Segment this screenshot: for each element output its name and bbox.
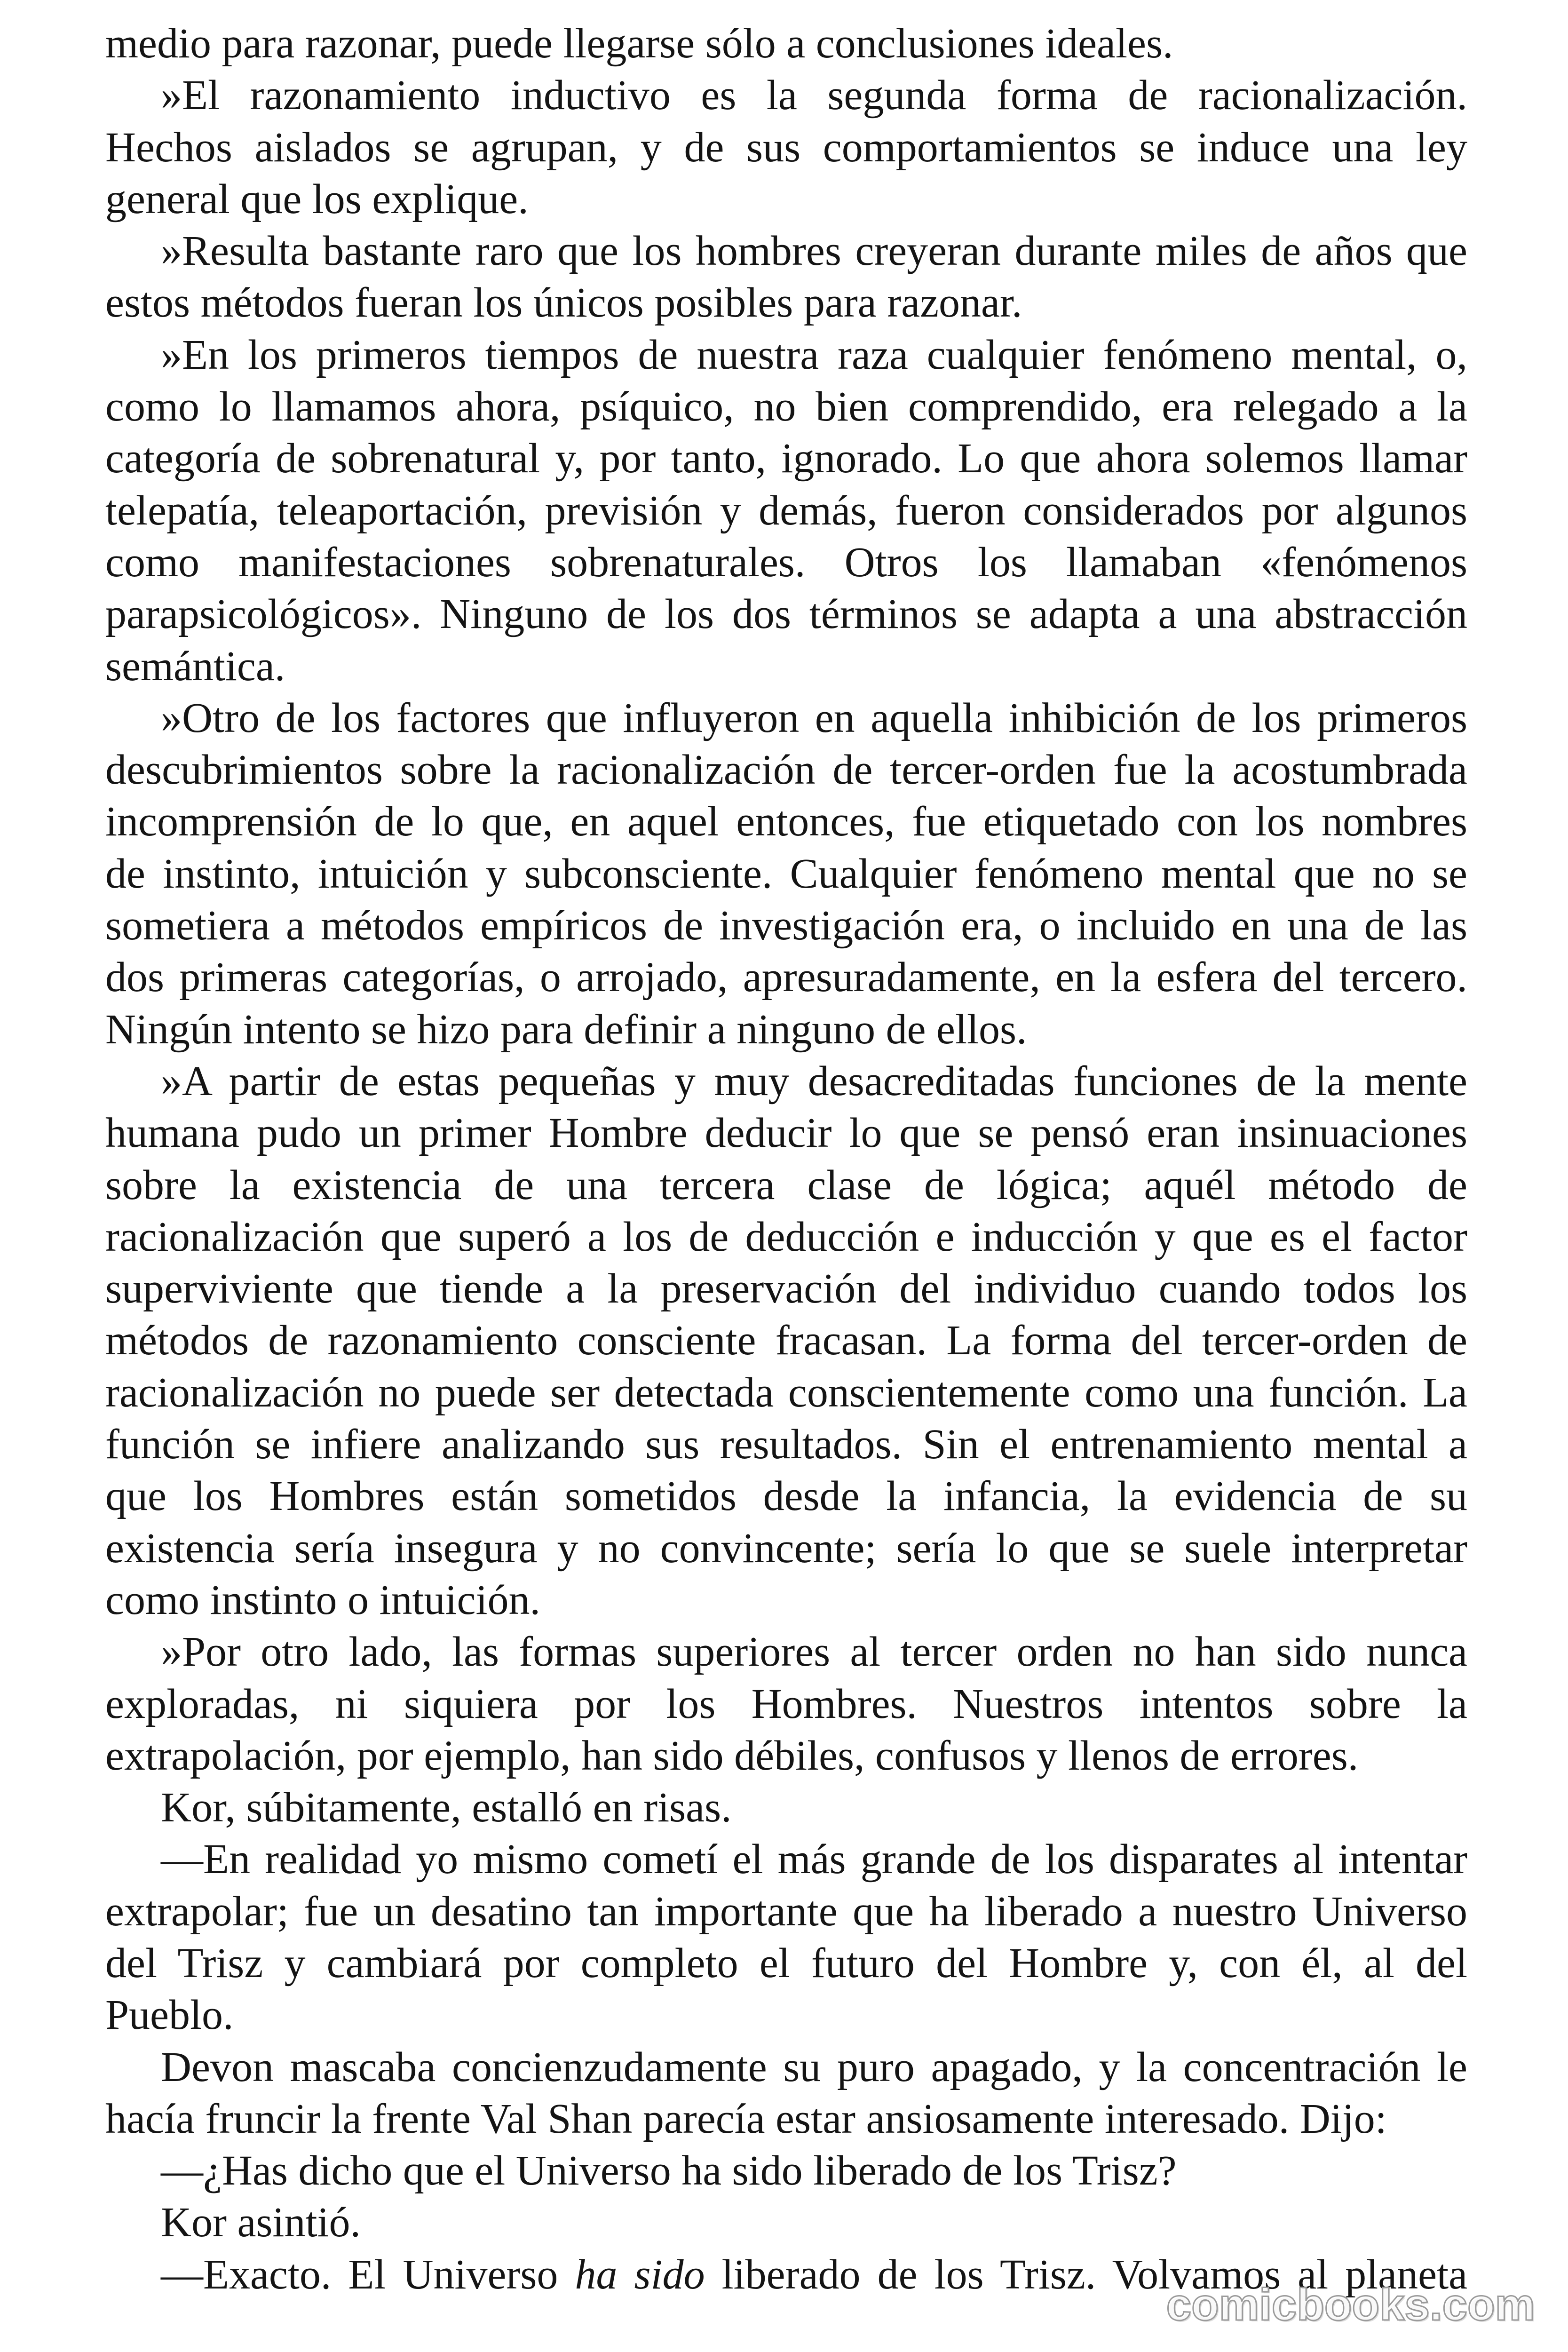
text-line: »Por otro lado, las formas superiores al tercer orden no han sido nunca [161, 1629, 1467, 1676]
text-line: exploradas, ni siquiera por los Hombres. Nuestros intentos sobre la [105, 1680, 1467, 1727]
text-line: estos métodos fueran los únicos posibles para razonar. [105, 279, 1022, 326]
paragraph [105, 1626, 1467, 1782]
text-line: »Otro de los factores que influyeron en aquella inhibición de los primeros [161, 694, 1467, 741]
text-line: racionalización que superó a los de deducción e inducción y que es el factor [105, 1213, 1467, 1260]
text-line: Devon mascaba concienzudamente su puro apagado, y la concentración le [161, 2043, 1467, 2090]
emphasis-text: ha sido [575, 2251, 705, 2298]
text-line: sobre la existencia de una tercera clase de lógica; aquél método de [105, 1161, 1467, 1208]
paragraph [105, 18, 1467, 70]
text-line: Kor asintió. [161, 2199, 361, 2246]
text-line: racionalización no puede ser detectada conscientemente como una función. La [105, 1369, 1467, 1416]
text-line: Pueblo. [105, 1992, 234, 2039]
text-line: métodos de razonamiento consciente fracasan. La forma del tercer-orden de [105, 1317, 1467, 1364]
text-line: como lo llamamos ahora, psíquico, no bien comprendido, era relegado a la [105, 383, 1467, 430]
text-line: humana pudo un primer Hombre deducir lo que se pensó eran insinuaciones [105, 1110, 1467, 1157]
text-line: Kor, súbitamente, estalló en risas. [161, 1784, 732, 1831]
text-line: existencia sería insegura y no convincente; sería lo que se suele interpretar [105, 1525, 1467, 1572]
text-line: »A partir de estas pequeñas y muy desacreditadas funciones de la mente [161, 1057, 1467, 1104]
text-line: sometiera a métodos empíricos de investigación era, o incluido en una de las [105, 902, 1467, 949]
paragraph [105, 70, 1467, 225]
text-line: extrapolación, por ejemplo, han sido débiles, confusos y llenos de errores. [105, 1732, 1359, 1779]
text-line: como manifestaciones sobrenaturales. Otros los llamaban «fenómenos [105, 539, 1467, 586]
text-line: categoría de sobrenatural y, por tanto, ignorado. Lo que ahora solemos llamar [105, 435, 1467, 482]
text-line: »En los primeros tiempos de nuestra raza cualquier fenómeno mental, o, [161, 331, 1467, 378]
text-line: extrapolar; fue un desatino tan importante que ha liberado a nuestro Universo [105, 1888, 1467, 1935]
text-line: medio para razonar, puede llegarse sólo a conclusiones ideales. [105, 20, 1173, 67]
text-line: función se infiere analizando sus resultados. Sin el entrenamiento mental a [105, 1421, 1467, 1468]
text-line: »Resulta bastante raro que los hombres creyeran durante miles de años que [161, 228, 1467, 275]
text-line: telepatía, teleaportación, previsión y demás, fueron considerados por algunos [105, 487, 1467, 534]
paragraph [105, 1834, 1467, 2041]
paragraph [105, 2197, 1467, 2249]
paragraph [105, 692, 1467, 1056]
text-line: Ningún intento se hizo para definir a ninguno de ellos. [105, 1006, 1027, 1053]
text-line: semántica. [105, 643, 285, 690]
text-line: incomprensión de lo que, en aquel entonces, fue etiquetado con los nombres [105, 798, 1467, 845]
text-line: dos primeras categorías, o arrojado, apresuradamente, en la esfera del tercero. [105, 954, 1467, 1001]
text-run: liberado de los Trisz. Volvamos al planeta [705, 2251, 1468, 2298]
paragraph [105, 1056, 1467, 1626]
text-run: —Exacto. El Universo [161, 2251, 575, 2298]
text-line: —En realidad yo mismo cometí el más grande de los disparates al intentar [161, 1836, 1467, 1883]
paragraph [105, 1782, 1467, 1834]
text-line: del Trisz y cambiará por completo el futuro del Hombre y, con él, al del [105, 1939, 1467, 1986]
text-line: descubrimientos sobre la racionalización de tercer-orden fue la acostumbrada [105, 747, 1467, 794]
text-line: de instinto, intuición y subconsciente. Cualquier fenómeno mental que no se [105, 850, 1467, 897]
page-text [105, 18, 1467, 2301]
paragraph [105, 329, 1467, 692]
text-line: —¿Has dicho que el Universo ha sido liberado de los Trisz? [161, 2147, 1177, 2194]
paragraph [105, 2042, 1467, 2145]
paragraph [105, 2145, 1467, 2197]
text-line: Hechos aislados se agrupan, y de sus comportamientos se induce una ley [105, 124, 1467, 171]
text-line: hacía fruncir la frente Val Shan parecía estar ansiosamente interesado. Dijo: [105, 2095, 1387, 2142]
text-line: superviviente que tiende a la preservación del individuo cuando todos los [105, 1265, 1467, 1312]
text-line: que los Hombres están sometidos desde la infancia, la evidencia de su [105, 1473, 1467, 1520]
text-line: como instinto o intuición. [105, 1576, 540, 1623]
paragraph [105, 225, 1467, 329]
watermark: comicbooks.com [1166, 2280, 1535, 2330]
text-line: parapsicológicos». Ninguno de los dos términos se adapta a una abstracción [105, 591, 1467, 638]
text-line: »El razonamiento inductivo es la segunda forma de racionalización. [161, 72, 1467, 119]
text-line: general que los explique. [105, 175, 529, 222]
